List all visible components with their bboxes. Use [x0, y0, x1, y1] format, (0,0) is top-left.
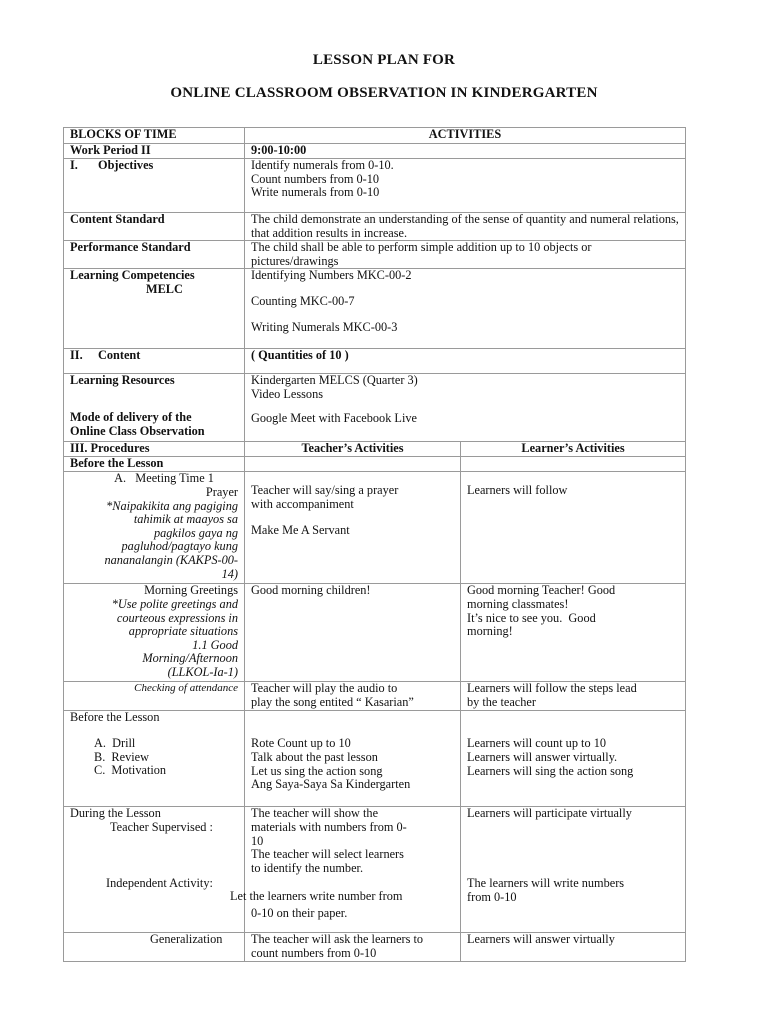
- table-row: [64, 933, 686, 961]
- table-row: [64, 472, 686, 584]
- content-label: Content: [98, 348, 141, 363]
- generalization-teacher-line: count numbers from 0-10: [251, 945, 377, 960]
- attendance-learner-line: Learners will follow the steps lead: [467, 681, 637, 696]
- before-lesson-teacher-cell: [245, 711, 461, 807]
- competencies-label-line: Learning Competencies: [70, 268, 195, 283]
- mode-label-line: Mode of delivery of the: [70, 409, 192, 424]
- resources-label: Learning Resources: [70, 373, 175, 388]
- table-header-row: [64, 128, 686, 144]
- greetings-label: Morning Greetings: [144, 583, 238, 598]
- teacher-activities-header: Teacher’s Activities: [245, 442, 461, 457]
- content-value: ( Quantities of 10 ): [245, 349, 686, 374]
- prayer-teacher-cell: [245, 472, 461, 584]
- drill-label: A. Drill: [94, 735, 136, 750]
- meeting-time-label: A. Meeting Time 1: [114, 471, 214, 486]
- motivation-label: C. Motivation: [94, 763, 167, 778]
- review-teacher: Talk about the past lesson: [251, 749, 378, 764]
- review-label: B. Review: [94, 749, 149, 764]
- prayer-note-line: 14): [221, 566, 238, 581]
- generalization-learner: Learners will answer virtually: [461, 933, 686, 961]
- content-cell: [64, 349, 245, 374]
- resources-mode-values: [245, 374, 686, 442]
- table-row: [64, 241, 686, 269]
- supervised-teacher-line: to identify the number.: [251, 860, 364, 875]
- independent-learner-line: The learners will write numbers: [467, 875, 625, 890]
- time-value: 9:00-10:00: [245, 144, 686, 159]
- content-number: II.: [70, 348, 83, 363]
- greetings-teacher: Good morning children!: [245, 584, 461, 682]
- content-standard-value: The child demonstrate an understanding of the sense of quantity and numeral relations, that addition results in increase.: [245, 213, 686, 241]
- prayer-teacher-line: with accompaniment: [251, 496, 354, 511]
- performance-standard-label: Performance Standard: [64, 241, 245, 269]
- competency-item: Identifying Numbers MKC-00-2: [251, 268, 412, 283]
- before-lesson-label: Before the Lesson: [64, 457, 245, 472]
- greetings-learner-line: Good morning Teacher! Good: [467, 583, 616, 598]
- attendance-label: Checking of attendance: [64, 682, 245, 711]
- drill-learner: Learners will count up to 10: [467, 736, 606, 751]
- objectives-list: [245, 159, 686, 213]
- greetings-cell: [64, 584, 245, 682]
- motivation-learner: Learners will sing the action song: [467, 763, 634, 778]
- competency-item: Writing Numerals MKC-00-3: [251, 319, 398, 334]
- learner-activities-header: Learner’s Activities: [461, 442, 686, 457]
- supervised-teacher-line: The teacher will show the: [251, 806, 379, 821]
- prayer-note-line: pagkilos gaya ng: [153, 525, 238, 540]
- before-lesson-steps-cell: [64, 711, 245, 807]
- content-standard-label: Content Standard: [64, 213, 245, 241]
- greetings-learner-line: morning!: [467, 624, 513, 639]
- attendance-teacher-cell: [245, 682, 461, 711]
- motivation-teacher-line: Let us sing the action song: [251, 763, 383, 778]
- prayer-note-line: *Naipakikita ang pagiging: [106, 498, 238, 513]
- table-row: [64, 807, 686, 933]
- prayer-learner-cell: [461, 472, 686, 584]
- independent-activity-label: Independent Activity:: [106, 875, 213, 890]
- competencies-label: [64, 269, 245, 349]
- objective-item: Write numerals from 0-10: [251, 185, 380, 200]
- attendance-learner-cell: [461, 682, 686, 711]
- table-row: [64, 682, 686, 711]
- supervised-teacher-line: The teacher will select learners: [251, 847, 404, 862]
- supervised-learner: Learners will participate virtually: [467, 806, 632, 821]
- table-row: [64, 349, 686, 374]
- generalization-teacher-line: The teacher will ask the learners to: [251, 932, 424, 947]
- activities-header: ACTIVITIES: [245, 128, 686, 144]
- resources-mode-cell: [64, 374, 245, 442]
- before-lesson-learner-cell: [461, 711, 686, 807]
- objective-item: Identify numerals from 0-10.: [251, 158, 394, 172]
- greetings-note-line: courteous expressions in: [116, 610, 238, 625]
- independent-teacher-line-1: Let the learners write number from: [230, 889, 403, 904]
- procedures-header-row: [64, 442, 686, 457]
- supervised-teacher-line: 10: [251, 833, 264, 848]
- table-row: [64, 144, 686, 159]
- table-row: [64, 457, 686, 472]
- table-row: [64, 584, 686, 682]
- work-period-label: Work Period II: [64, 144, 245, 159]
- prayer-cell: [64, 472, 245, 584]
- greetings-note-line: *Use polite greetings and: [111, 596, 238, 611]
- performance-standard-value: The child shall be able to perform simple addition up to 10 objects or pictures/drawings: [245, 241, 686, 269]
- table-row: [64, 269, 686, 349]
- during-lesson-label: During the Lesson: [70, 806, 161, 821]
- competency-item: Counting MKC-00-7: [251, 293, 355, 308]
- independent-teacher-line-2: 0-10 on their paper.: [251, 906, 348, 921]
- mode-value: Google Meet with Facebook Live: [251, 410, 417, 425]
- resource-item: Video Lessons: [251, 386, 324, 401]
- greetings-learner-cell: [461, 584, 686, 682]
- attendance-teacher-line: Teacher will play the audio to: [251, 681, 398, 696]
- prayer-note-line: nananalangin (KAKPS-00-: [104, 552, 238, 567]
- before-lesson-plain-label: Before the Lesson: [70, 710, 160, 725]
- table-row: [64, 711, 686, 807]
- blocks-of-time-header: BLOCKS OF TIME: [64, 128, 245, 144]
- mode-label-line: Online Class Observation: [70, 423, 205, 438]
- table-row: [64, 374, 686, 442]
- greetings-learner-line: morning classmates!: [467, 596, 569, 611]
- teacher-supervised-label: Teacher Supervised :: [110, 819, 213, 834]
- drill-teacher: Rote Count up to 10: [251, 736, 351, 751]
- supervised-teacher-line: materials with numbers from 0-: [251, 819, 407, 834]
- prayer-teacher-line: Teacher will say/sing a prayer: [251, 483, 399, 498]
- motivation-teacher-line: Ang Saya-Saya Sa Kindergarten: [251, 777, 411, 792]
- procedures-label: III. Procedures: [64, 442, 245, 457]
- objectives-cell: [64, 159, 245, 213]
- prayer-note-line: tahimik at maayos sa: [133, 512, 238, 527]
- objectives-label: Objectives: [98, 158, 154, 172]
- prayer-note-line: pagluhod/pagtayo kung: [121, 539, 238, 554]
- table-row: [64, 213, 686, 241]
- prayer-learner: Learners will follow: [467, 483, 568, 498]
- melc-label: MELC: [146, 281, 183, 296]
- generalization-label: Generalization: [64, 933, 245, 961]
- prayer-label: Prayer: [205, 484, 238, 499]
- title-line-1: LESSON PLAN FOR: [312, 52, 456, 68]
- greetings-note-line: Morning/Afternoon: [142, 651, 238, 666]
- during-lesson-teacher-cell: [245, 807, 461, 933]
- table-row: [64, 159, 686, 213]
- prayer-song: Make Me A Servant: [251, 522, 350, 537]
- greetings-note-line: appropriate situations: [128, 624, 238, 639]
- generalization-teacher-cell: [245, 933, 461, 961]
- greetings-note-line: 1.1 Good: [192, 637, 238, 652]
- attendance-teacher-line: play the song entited “ Kasarian”: [251, 694, 414, 709]
- attendance-learner-line: by the teacher: [467, 694, 536, 709]
- independent-learner-line: from 0-10: [467, 889, 517, 904]
- greetings-learner-line: It’s nice to see you. Good: [467, 610, 596, 625]
- review-learner: Learners will answer virtually.: [467, 749, 618, 764]
- greetings-note-line: (LLKOL-Ia-1): [167, 664, 238, 679]
- objectives-number: I.: [70, 158, 78, 172]
- competencies-list: [245, 269, 686, 349]
- lesson-plan-table: [63, 127, 686, 962]
- during-lesson-learner-cell: [461, 807, 686, 933]
- objective-item: Count numbers from 0-10: [251, 171, 380, 186]
- resource-item: Kindergarten MELCS (Quarter 3): [251, 373, 418, 388]
- title-line-2: ONLINE CLASSROOM OBSERVATION IN KINDERGARTEN: [170, 85, 598, 101]
